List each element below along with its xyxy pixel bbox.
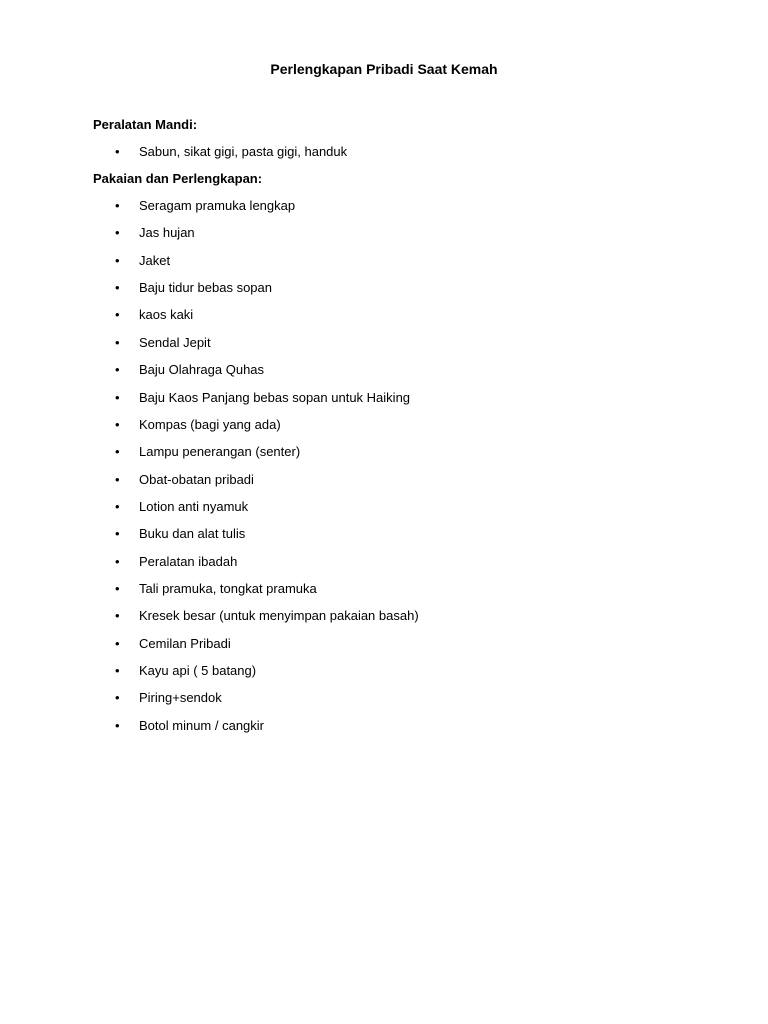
bullet-icon: • xyxy=(115,608,120,624)
list-item-text: Jas hujan xyxy=(139,225,195,241)
list-item-text: Jaket xyxy=(139,252,171,268)
list-item-text: Baju Olahraga Quhas xyxy=(139,362,265,378)
list-item-text: Sabun, sikat gigi, pasta gigi, handuk xyxy=(139,144,348,159)
bullet-icon: • xyxy=(115,663,120,679)
bullet-icon: • xyxy=(115,581,120,597)
bullet-icon: • xyxy=(115,690,120,706)
bullet-icon: • xyxy=(115,635,120,651)
bullet-icon: • xyxy=(115,280,120,296)
list-item-text: Obat-obatan pribadi xyxy=(139,471,254,487)
bullet-icon: • xyxy=(115,498,120,514)
list-item-text: Lampu penerangan (senter) xyxy=(139,444,301,460)
document-title: Perlengkapan Pribadi Saat Kemah xyxy=(270,61,498,77)
section-heading-peralatan-mandi: Peralatan Mandi: xyxy=(93,117,198,132)
bullet-icon: • xyxy=(115,334,120,350)
list-item-text: Kresek besar (untuk menyimpan pakaian basah) xyxy=(139,608,419,624)
bullet-icon: • xyxy=(115,444,120,460)
list-item-text: Cemilan Pribadi xyxy=(139,635,231,651)
list-item-text: Tali pramuka, tongkat pramuka xyxy=(139,581,317,597)
bullet-icon: • xyxy=(115,526,120,542)
bullet-icon: • xyxy=(115,144,120,159)
list-item-text: kaos kaki xyxy=(139,307,194,323)
list-item-text: Baju Kaos Panjang bebas sopan untuk Haiking xyxy=(139,389,411,405)
section-heading-pakaian-dan-perlengkapan: Pakaian dan Perlengkapan: xyxy=(93,171,263,186)
bullet-icon: • xyxy=(115,553,120,569)
bullet-icon: • xyxy=(115,225,120,241)
bullet-icon: • xyxy=(115,416,120,432)
list-item-text: Lotion anti nyamuk xyxy=(139,498,249,514)
bullet-icon: • xyxy=(115,252,120,268)
list-item-text: Buku dan alat tulis xyxy=(139,526,246,542)
bullet-icon: • xyxy=(115,362,120,378)
bullet-icon: • xyxy=(115,198,120,213)
bullet-icon: • xyxy=(115,307,120,323)
list-item-text: Piring+sendok xyxy=(139,690,222,706)
bullet-icon: • xyxy=(115,471,120,487)
list-item-text: Sendal Jepit xyxy=(139,334,211,350)
list-item-text: Seragam pramuka lengkap xyxy=(139,198,296,213)
bullet-icon: • xyxy=(115,389,120,405)
list-item-text: Kompas (bagi yang ada) xyxy=(139,416,281,432)
list-item-text: Botol minum / cangkir xyxy=(139,717,264,733)
list-item-text: Peralatan ibadah xyxy=(139,553,238,569)
list-item-text: Baju tidur bebas sopan xyxy=(139,280,272,296)
list-item-text: Kayu api ( 5 batang) xyxy=(139,663,257,679)
bullet-icon: • xyxy=(115,717,120,733)
